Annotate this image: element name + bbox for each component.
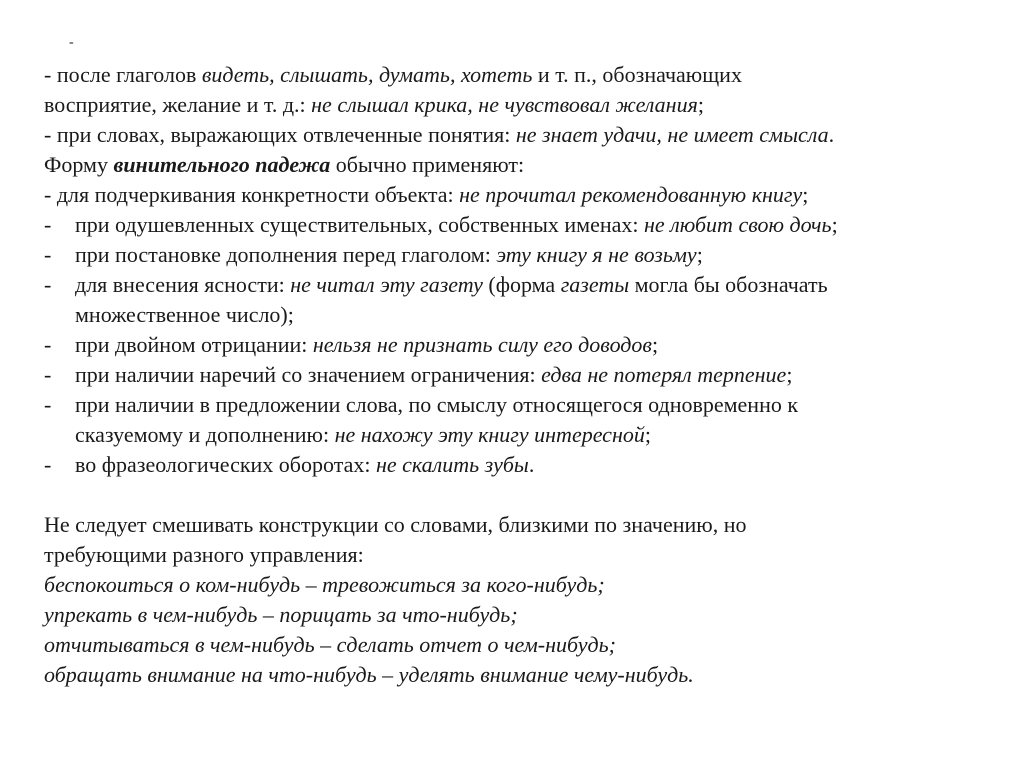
italic-example: не нахожу эту книгу интересной [334,422,645,447]
paragraph-line [44,60,994,90]
bullet-dash: - [44,452,52,477]
text-run: . [828,122,835,147]
text-run: ; [651,332,659,357]
example-pair: упрекать в чем-нибудь – порицать за что-нибудь; [44,602,518,627]
bullet-dash: - [44,392,52,417]
text-run: во фразеологических оборотах: [75,452,376,477]
text-run: (форма [482,272,561,297]
bullet-dash: - [44,272,52,297]
paragraph-line [44,180,994,210]
text-run: могла бы обозначать [629,272,828,297]
text-run: восприятие, желание и т. д.: [44,92,312,117]
paragraph-line [44,120,994,150]
bullet-dash: - [44,332,52,357]
text-run: ; [802,182,809,207]
warning-line: Не следует смешивать конструкции со словами, близкими по значению, но [44,512,747,537]
paragraph-line [44,90,994,120]
text-run: - после глаголов [44,62,202,87]
text-run: сказуемому и дополнению: [75,422,335,447]
text-run: ; [696,242,703,267]
text-run: ; [786,362,793,387]
example-pair: беспокоиться о ком-нибудь – тревожиться за кого-нибудь; [44,572,605,597]
example-pair: отчитываться в чем-нибудь – сделать отчет о чем-нибудь; [44,632,616,657]
list-item [44,270,994,330]
text-run: ; [831,212,838,237]
italic-example: не знает удачи, не имеет смысла [515,122,829,147]
italic-example: не прочитал рекомендованную книгу [459,182,803,207]
text-run: при наличии наречий со значением ограничения: [75,362,542,387]
text-run: ; [697,92,704,117]
text-run: обычно применяют: [330,152,525,177]
italic-example: не скалить зубы [375,452,529,477]
text-run: ; [644,422,651,447]
text-run: . [528,452,535,477]
italic-example: не читал эту газету [290,272,483,297]
text-run: при одушевленных существительных, собственных именах: [75,212,644,237]
list-item [44,360,994,390]
paragraph-gap [44,480,994,510]
bullet-dash: - [44,242,52,267]
list-item [44,210,994,240]
text-run: множественное число); [75,302,294,327]
text-run: для внесения ясности: [75,272,291,297]
document-body [44,40,994,690]
warning-line: требующими разного управления: [44,542,364,567]
top-mark: - [69,35,74,50]
bullet-dash: - [44,212,52,237]
text-run: Форму [44,152,114,177]
bullet-dash: - [44,362,52,387]
italic-example: не слышал крика, не чувствовал желания [311,92,698,117]
text-run: - при словах, выражающих отвлеченные понятия: [44,122,516,147]
list-item [44,240,994,270]
italic-example: нельзя не признать силу его доводов [312,332,652,357]
text-run: при двойном отрицании: [75,332,313,357]
italic-example: едва не потерял терпение [541,362,787,387]
text-run: - для подчеркивания конкретности объекта: [44,182,460,207]
italic-example: видеть, слышать, думать, хотеть [201,62,533,87]
bold-term: винительного падежа [113,152,331,177]
list-item [44,390,994,450]
italic-example: газеты [560,272,630,297]
text-run: и т. п., обозначающих [532,62,742,87]
list-item [44,450,994,480]
text-run: при постановке дополнения перед глаголом: [75,242,497,267]
text-run: при наличии в предложении слова, по смыслу относящегося одновременно к [75,392,799,417]
paragraph-line [44,150,994,180]
list-item [44,330,994,360]
italic-example: эту книгу я не возьму [496,242,697,267]
italic-example: не любит свою дочь [644,212,832,237]
example-pair: обращать внимание на что-нибудь – уделять внимание чему-нибудь. [44,662,694,687]
